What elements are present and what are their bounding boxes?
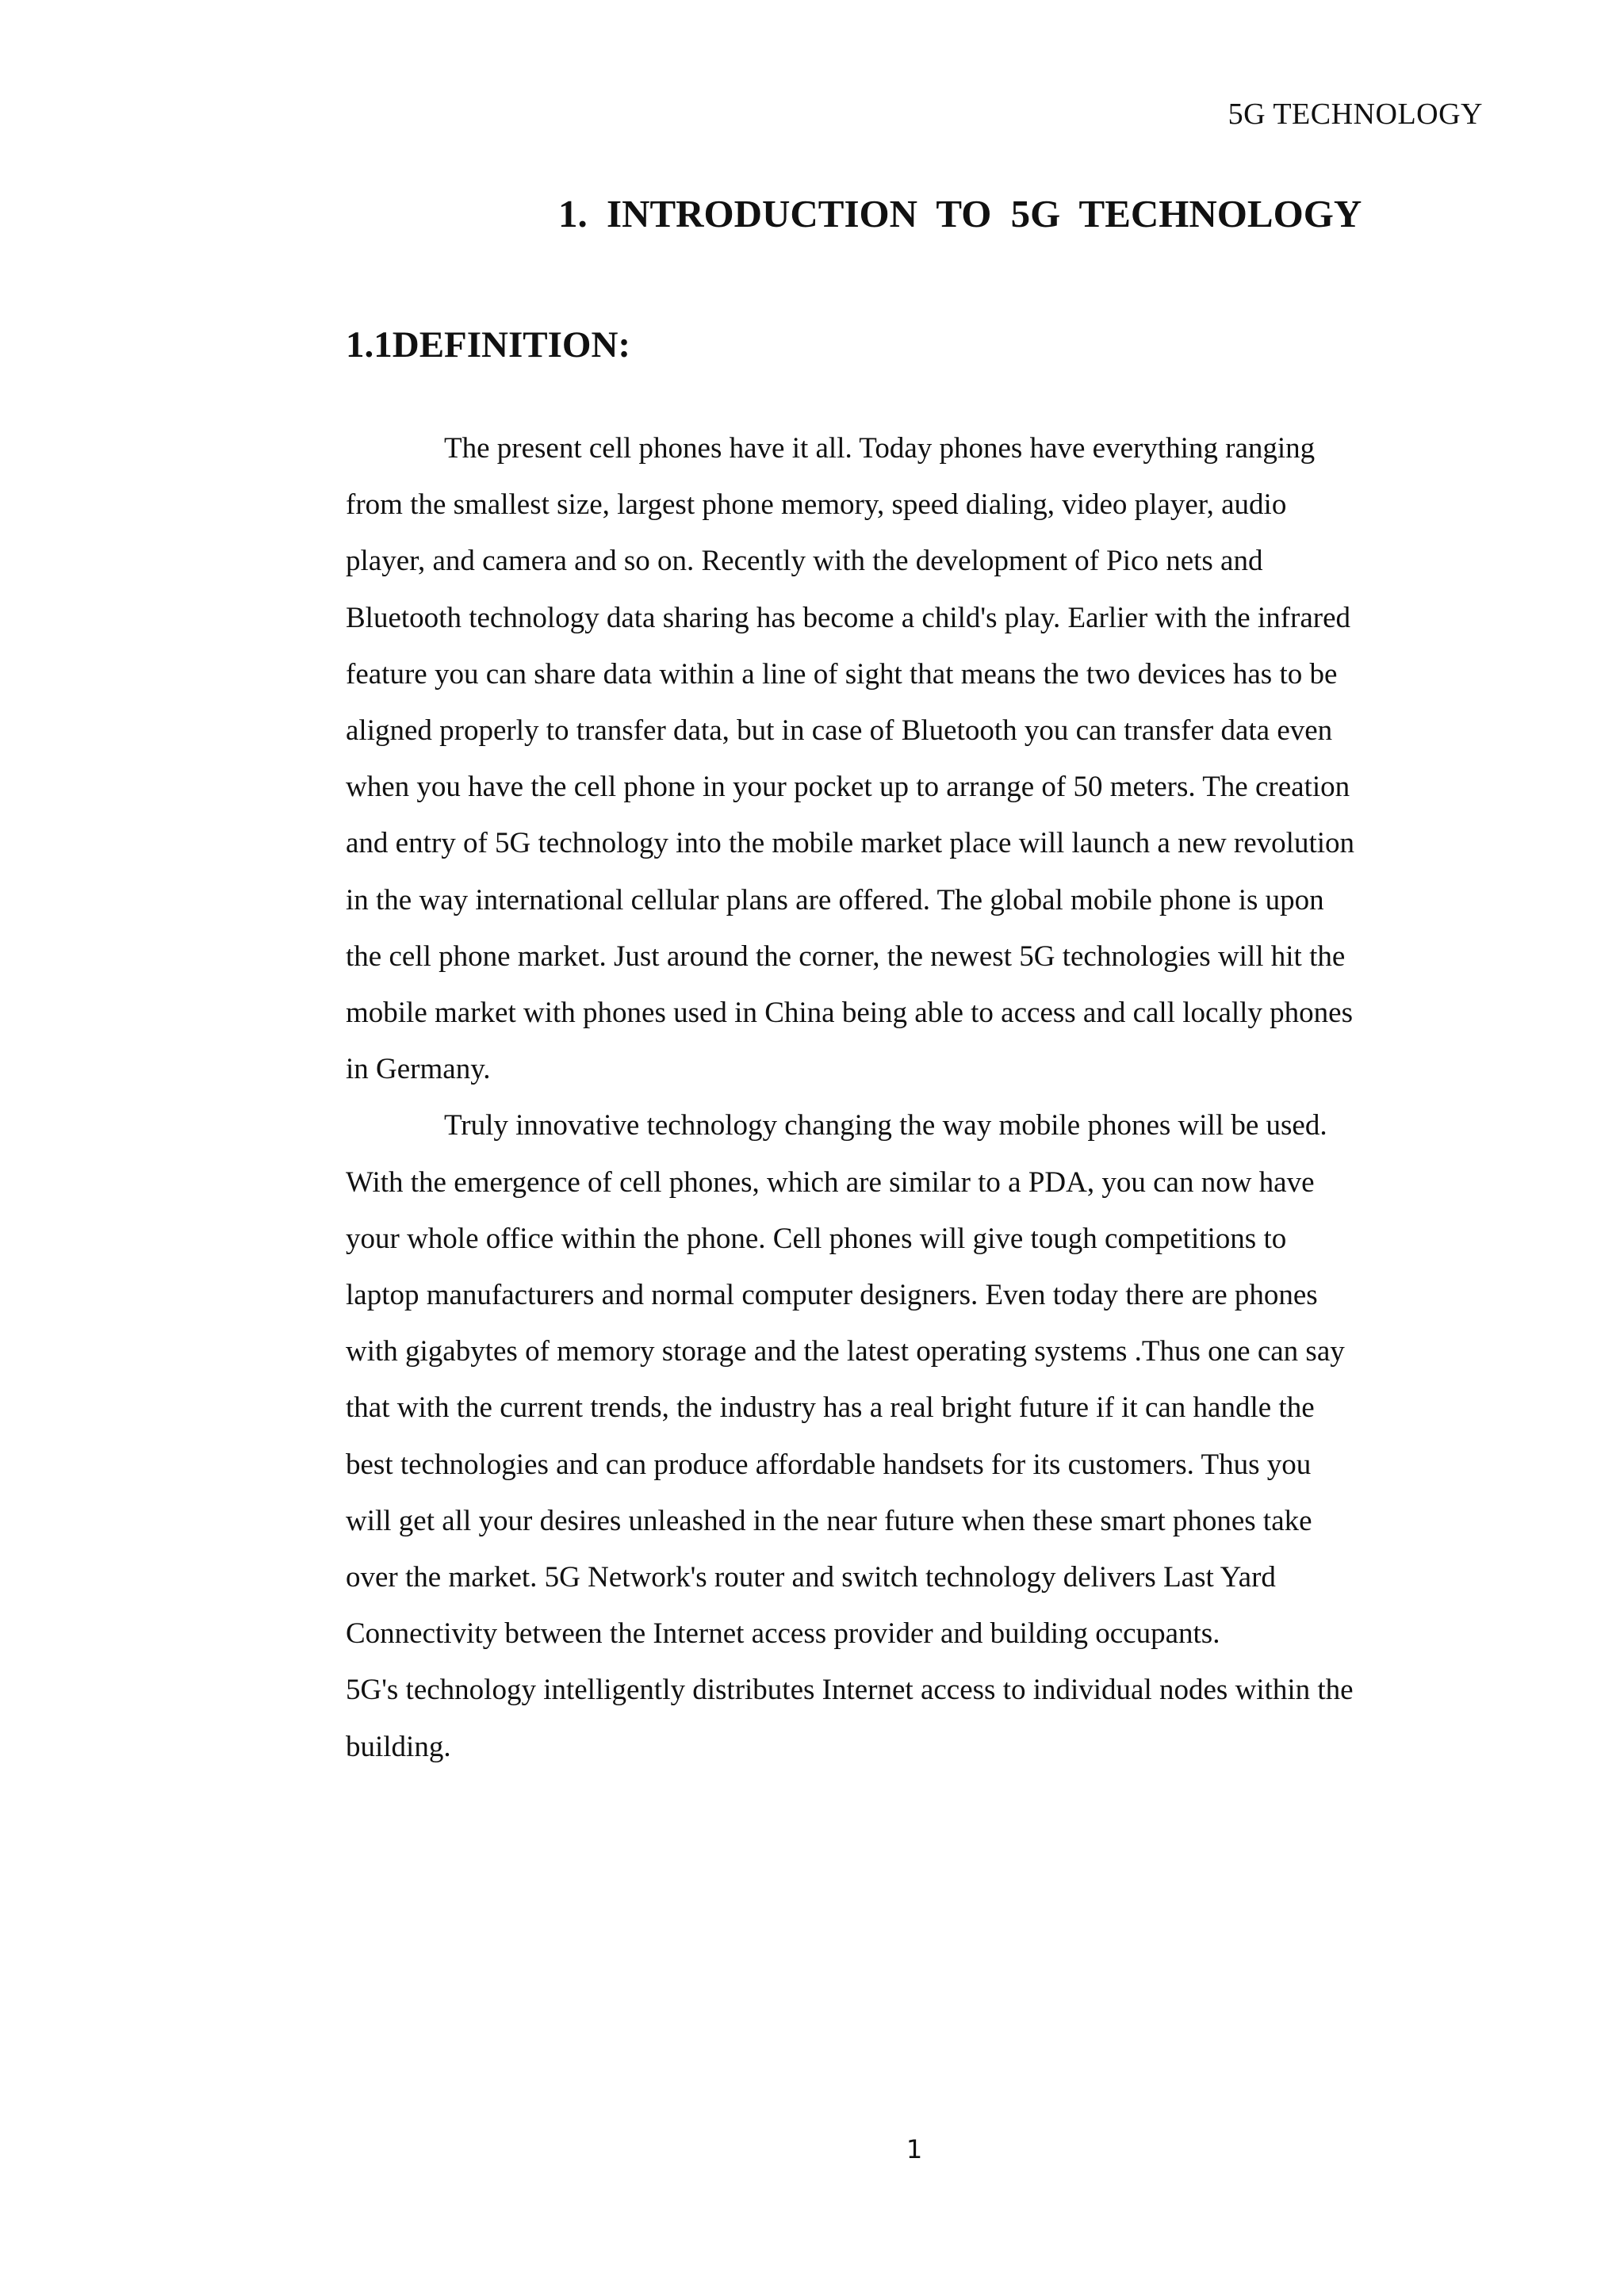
paragraph-line: will get all your desires unleashed in the near future when these smart phones take [346,1504,1312,1537]
paragraph-line: mobile market with phones used in China being able to access and call locally phones [346,997,1353,1030]
paragraph-line: 5G's technology intelligently distributes Internet access to individual nodes within the [346,1674,1354,1707]
paragraph-line: with gigabytes of memory storage and the latest operating systems .Thus one can say [346,1335,1345,1368]
paragraph-line: your whole office within the phone. Cell phones will give tough competitions to [346,1222,1287,1255]
section-heading: 1.1DEFINITION: [346,324,631,365]
paragraph-line: laptop manufacturers and normal computer designers. Even today there are phones [346,1279,1318,1312]
paragraph-line: building. [346,1730,451,1763]
chapter-title: 1. INTRODUCTION TO 5G TECHNOLOGY [558,192,1362,235]
paragraph-line: when you have the cell phone in your pocket up to arrange of 50 meters. The creation [346,771,1350,804]
paragraph-line: from the smallest size, largest phone memory, speed dialing, video player, audio [346,488,1287,522]
paragraph-line: in the way international cellular plans are offered. The global mobile phone is upon [346,883,1324,916]
page-number: 1 [906,2134,923,2164]
paragraph-line: player, and camera and so on. Recently with the development of Pico nets and [346,545,1263,578]
paragraph-line: With the emergence of cell phones, which are similar to a PDA, you can now have [346,1165,1315,1199]
paragraph-line: Truly innovative technology changing the way mobile phones will be used. [444,1109,1327,1142]
paragraph-line: The present cell phones have it all. Today phones have everything ranging [444,432,1316,465]
paragraph-line: the cell phone market. Just around the corner, the newest 5G technologies will hit the [346,939,1346,973]
paragraph-line: Bluetooth technology data sharing has become a child's play. Earlier with the infrared [346,601,1350,634]
running-header: 5G TECHNOLOGY [1228,98,1483,131]
paragraph-line: feature you can share data within a line of sight that means the two devices has to be [346,657,1338,691]
paragraph-line: best technologies and can produce affordable handsets for its customers. Thus you [346,1448,1312,1481]
body-text [346,420,1467,1775]
paragraph-line: and entry of 5G technology into the mobile market place will launch a new revolution [346,827,1355,860]
paragraph-line: aligned properly to transfer data, but in case of Bluetooth you can transfer data even [346,714,1333,748]
paragraph-line: in Germany. [346,1053,491,1086]
paragraph-line: over the market. 5G Network's router and switch technology delivers Last Yard [346,1561,1276,1594]
paragraph-line: that with the current trends, the industry has a real bright future if it can handle the [346,1391,1315,1425]
paragraph-line: Connectivity between the Internet access provider and building occupants. [346,1617,1220,1651]
